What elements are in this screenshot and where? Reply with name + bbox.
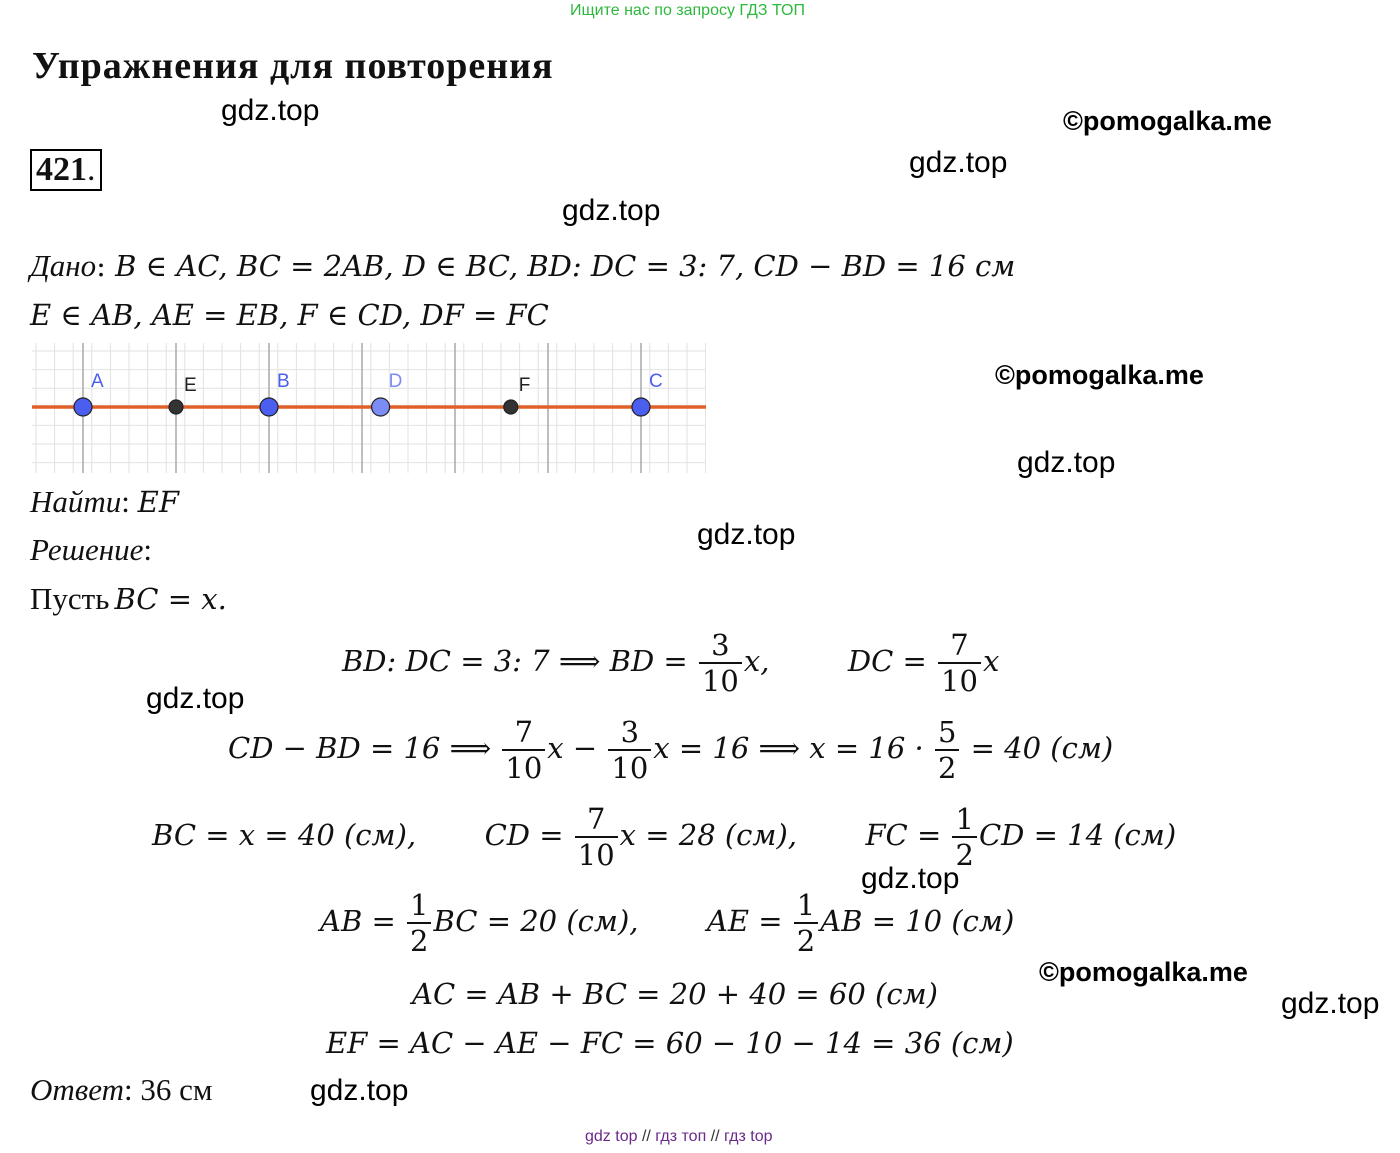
let-line [30, 581, 227, 617]
watermark-gdz: gdz.top [221, 94, 320, 127]
exercise-number-box: 421. [30, 149, 102, 191]
answer-value: 36 см [140, 1072, 213, 1107]
top-banner[interactable]: Ищите нас по запросу ГДЗ ТОП [570, 2, 805, 19]
exercise-number: 421 [36, 151, 87, 188]
watermark-gdz: gdz.top [1281, 987, 1380, 1020]
given-line-1: Дано: B ∈ AC, BC = 2AB, D ∈ BC, BD: DC = 3: 7, CD − BD = 16 см [30, 248, 1016, 283]
solution-label: Решение [30, 532, 144, 567]
eq3-part-d: FC = [865, 818, 942, 852]
footer-separator: // [710, 1128, 720, 1145]
equation-5: AC = AB + BC = 20 + 40 = 60 (см) [412, 977, 938, 1011]
point-label-f: F [518, 375, 531, 396]
point-label-b: B [277, 371, 290, 392]
watermark-pomogalka: ©pomogalka.me [1039, 957, 1248, 987]
footer-links [585, 1128, 773, 1146]
find-line: Найти: EF [30, 484, 179, 519]
watermark-gdz: gdz.top [909, 146, 1008, 179]
equation-4 [320, 888, 1014, 958]
equation-6: EF = AC − AE − FC = 60 − 10 − 14 = 36 (см) [326, 1026, 1014, 1060]
eq2-part-b: x − [547, 731, 598, 765]
footer-separator: // [641, 1128, 651, 1145]
watermark-gdz: gdz.top [146, 682, 245, 715]
watermark-gdz: gdz.top [310, 1074, 409, 1107]
eq1-part-a: BD: DC = 3: 7 ⟹ BD = [342, 644, 688, 678]
fraction: $\frac{5}{2}$ [935, 715, 959, 785]
fraction: $\frac{7}{10}$ [502, 715, 545, 785]
eq2-part-e: = 40 (см) [970, 731, 1114, 765]
watermark-gdz: gdz.top [1017, 446, 1116, 479]
fraction: $\frac{7}{10}$ [938, 628, 981, 698]
watermark-pomogalka: ©pomogalka.me [995, 360, 1204, 390]
footer-link-gdz-top-ru[interactable]: гдз топ [655, 1128, 707, 1145]
let-text: Пусть [30, 581, 110, 616]
eq3-part-a: BC = x = 40 (см), [152, 818, 417, 852]
point-d [372, 398, 390, 416]
eq1-part-b: x, [743, 644, 770, 678]
given-line-2: E ∈ AB, AE = EB, F ∈ CD, DF = FC [30, 298, 549, 332]
eq3-part-e: CD = 14 (см) [978, 818, 1177, 852]
given-text-1: B ∈ AC, BC = 2AB, D ∈ BC, BD: DC = 3: 7, CD − BD = 16 см [115, 249, 1016, 283]
fraction: $\frac{3}{10}$ [608, 715, 651, 785]
footer-link-gdz-top[interactable]: gdz top [585, 1128, 638, 1145]
find-value: EF [137, 485, 179, 519]
fraction: $\frac{1}{2}$ [407, 888, 431, 958]
eq1-part-e: x [982, 644, 1000, 678]
eq4-part-a: AB = [320, 904, 396, 938]
point-b [260, 398, 278, 416]
eq3-part-c: x = 28 (см), [619, 818, 797, 852]
find-label: Найти [30, 484, 122, 519]
point-label-a: A [91, 371, 104, 392]
point-f [504, 400, 518, 414]
solution-line: Решение: [30, 532, 152, 567]
equation-1 [342, 628, 999, 698]
fraction: $\frac{1}{2}$ [794, 888, 818, 958]
watermark-gdz: gdz.top [697, 518, 796, 551]
eq4-part-c: AE = [706, 904, 783, 938]
point-a [74, 398, 92, 416]
answer-label: Ответ [30, 1072, 124, 1107]
fraction: $\frac{1}{2}$ [952, 802, 976, 872]
eq2-part-a: CD − BD = 16 ⟹ [228, 731, 492, 765]
point-c [632, 398, 650, 416]
let-expr: BC = x. [114, 582, 227, 616]
answer-line: Ответ: 36 см [30, 1072, 213, 1107]
watermark-pomogalka: ©pomogalka.me [1063, 106, 1272, 136]
point-label-d: D [388, 371, 403, 392]
watermark-gdz: gdz.top [562, 194, 661, 227]
equation-3 [152, 802, 1176, 872]
equation-2 [228, 715, 1113, 785]
watermark-gdz: gdz.top [861, 862, 960, 895]
fraction: $\frac{3}{10}$ [699, 628, 742, 698]
given-label: Дано [30, 248, 97, 283]
page-title: Упражнения для повторения [32, 45, 554, 87]
segment-figure [32, 343, 706, 473]
eq3-part-b: CD = [484, 818, 564, 852]
point-label-e: E [184, 375, 197, 396]
fraction: $\frac{7}{10}$ [575, 802, 618, 872]
point-label-c: C [649, 371, 663, 392]
eq2-part-c: x = 16 ⟹ x = 16 · [653, 731, 924, 765]
eq4-part-e: AB = 10 (см) [820, 904, 1015, 938]
point-e [169, 400, 183, 414]
eq1-part-c: DC = [847, 644, 927, 678]
eq4-part-b: BC = 20 (см), [433, 904, 639, 938]
footer-link-gdz-top-mixed[interactable]: гдз top [724, 1128, 773, 1145]
